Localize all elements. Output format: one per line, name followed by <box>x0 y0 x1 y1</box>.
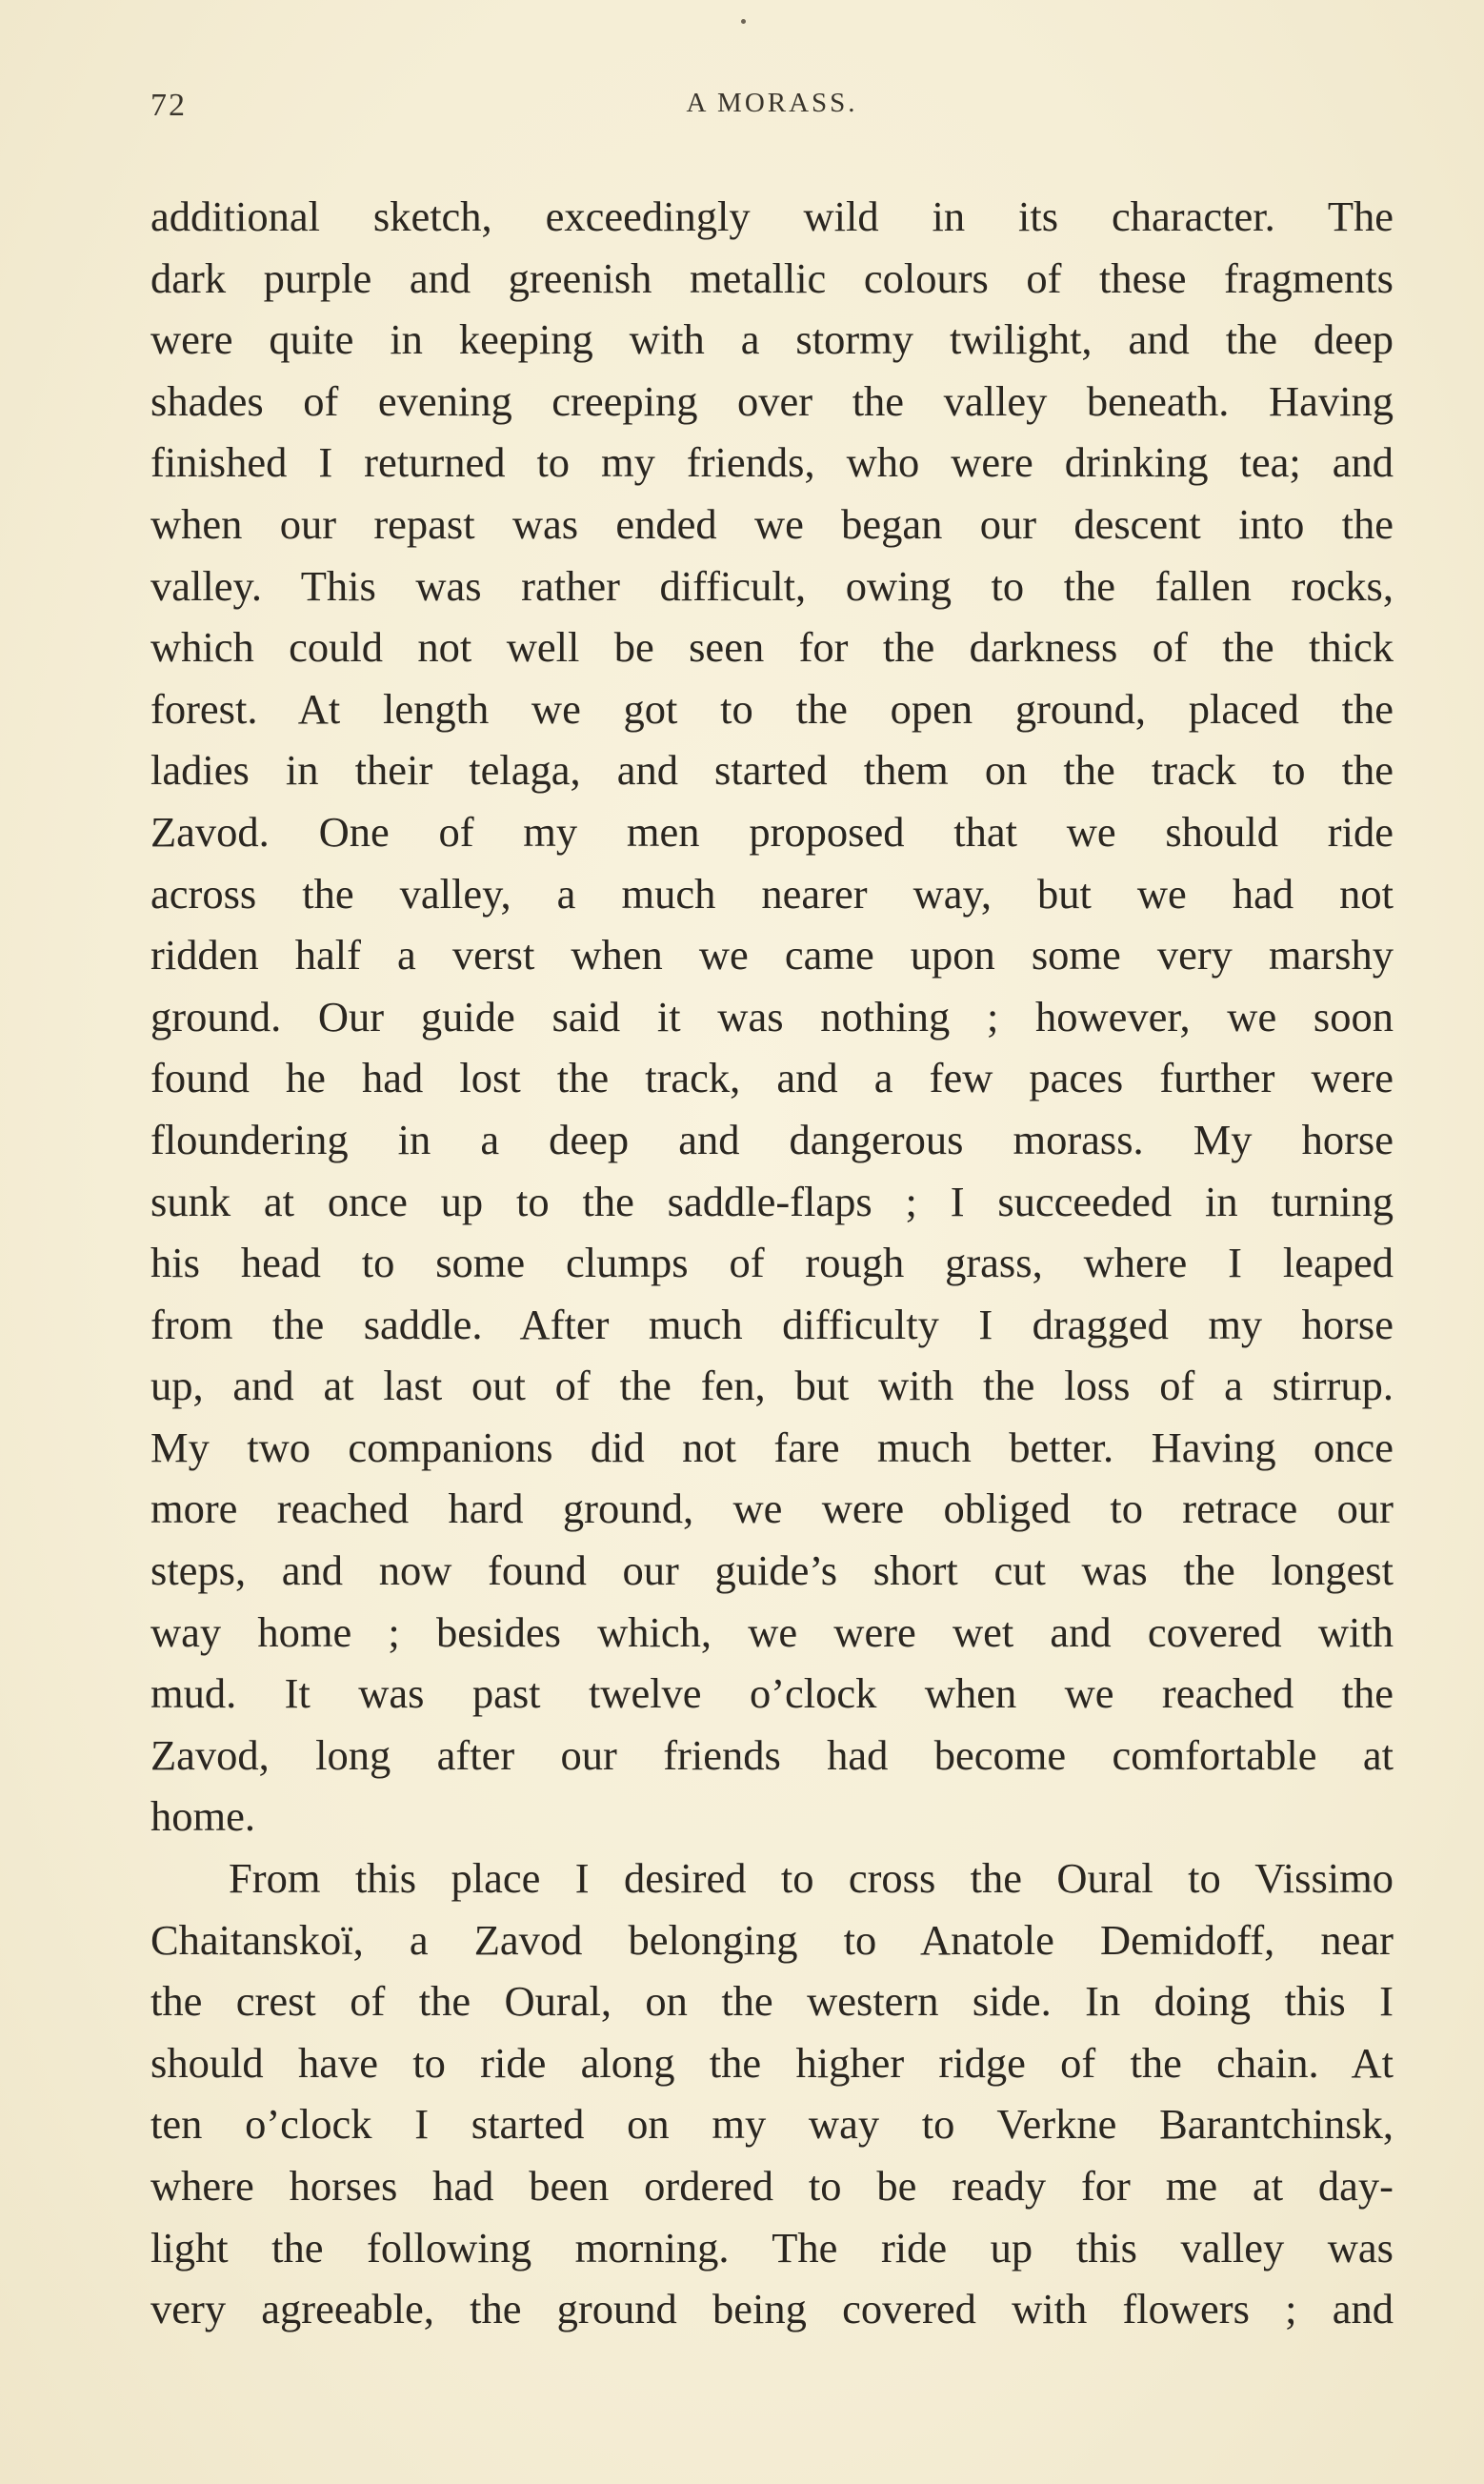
text-line: Chaitanskoï, a Zavod belonging to Anatole Demidoff, near <box>150 1915 1394 1964</box>
text-line: more reached hard ground, we were obliged to retrace our <box>150 1484 1394 1533</box>
text-line: which could not well be seen for the darkness of the thick <box>150 623 1394 672</box>
text-line: finished I returned to my friends, who were drinking tea; and <box>150 438 1394 487</box>
text-line: should have to ride along the higher ridge of the chain. At <box>150 2038 1394 2087</box>
text-line: were quite in keeping with a stormy twilight, and the deep <box>150 315 1394 364</box>
text-line: when our repast was ended we began our descent into the <box>150 499 1394 548</box>
text-line: ten o’clock I started on my way to Verkne Barantchinsk, <box>150 2100 1394 2149</box>
text-line: very agreeable, the ground being covered with flowers ; and <box>150 2285 1394 2333</box>
text-line: up, and at last out of the fen, but with the loss of a stirrup. <box>150 1362 1394 1410</box>
text-line: forest. At length we got to the open ground, placed the <box>150 684 1394 733</box>
text-line: the crest of the Oural, on the western side. In doing this I <box>150 1977 1394 2026</box>
paragraph-end-line: home. <box>150 1792 255 1841</box>
page-number: 72 <box>150 88 187 123</box>
running-title: A MORASS. <box>686 88 858 118</box>
text-line: additional sketch, exceedingly wild in its character. The <box>150 192 1394 240</box>
text-line: where horses had been ordered to be ready for me at day- <box>150 2162 1394 2210</box>
text-line: his head to some clumps of rough grass, where I leaped <box>150 1239 1394 1287</box>
text-line: way home ; besides which, we were wet and covered with <box>150 1607 1394 1656</box>
text-line: mud. It was past twelve o’clock when we reached the <box>150 1669 1394 1718</box>
text-line: Zavod. One of my men proposed that we should ride <box>150 807 1394 856</box>
text-line: floundering in a deep and dangerous morass. My horse <box>150 1115 1394 1163</box>
running-head <box>150 88 1394 126</box>
paragraph-start-line: From this place I desired to cross the Oural to Vissimo <box>229 1854 1394 1903</box>
text-line: dark purple and greenish metallic colours of these fragments <box>150 253 1394 302</box>
text-line: ridden half a verst when we came upon some very marshy <box>150 931 1394 979</box>
text-line: sunk at once up to the saddle-flaps ; I succeeded in turning <box>150 1177 1394 1225</box>
ink-speck <box>741 19 746 24</box>
text-line: Zavod, long after our friends had become comfortable at <box>150 1730 1394 1779</box>
text-line: My two companions did not fare much better. Having once <box>150 1423 1394 1471</box>
text-line: from the saddle. After much difficulty I dragged my horse <box>150 1300 1394 1348</box>
text-line: light the following morning. The ride up this valley was <box>150 2223 1394 2272</box>
text-line: steps, and now found our guide’s short cut was the longest <box>150 1546 1394 1595</box>
body-text <box>150 186 1394 2340</box>
text-line: ladies in their telaga, and started them on the track to the <box>150 746 1394 795</box>
text-line: found he had lost the track, and a few paces further were <box>150 1054 1394 1102</box>
text-line: valley. This was rather difficult, owing to the fallen rocks, <box>150 561 1394 610</box>
text-line: shades of evening creeping over the valley beneath. Having <box>150 376 1394 425</box>
text-line: ground. Our guide said it was nothing ; however, we soon <box>150 992 1394 1040</box>
text-line: across the valley, a much nearer way, but we had not <box>150 869 1394 918</box>
